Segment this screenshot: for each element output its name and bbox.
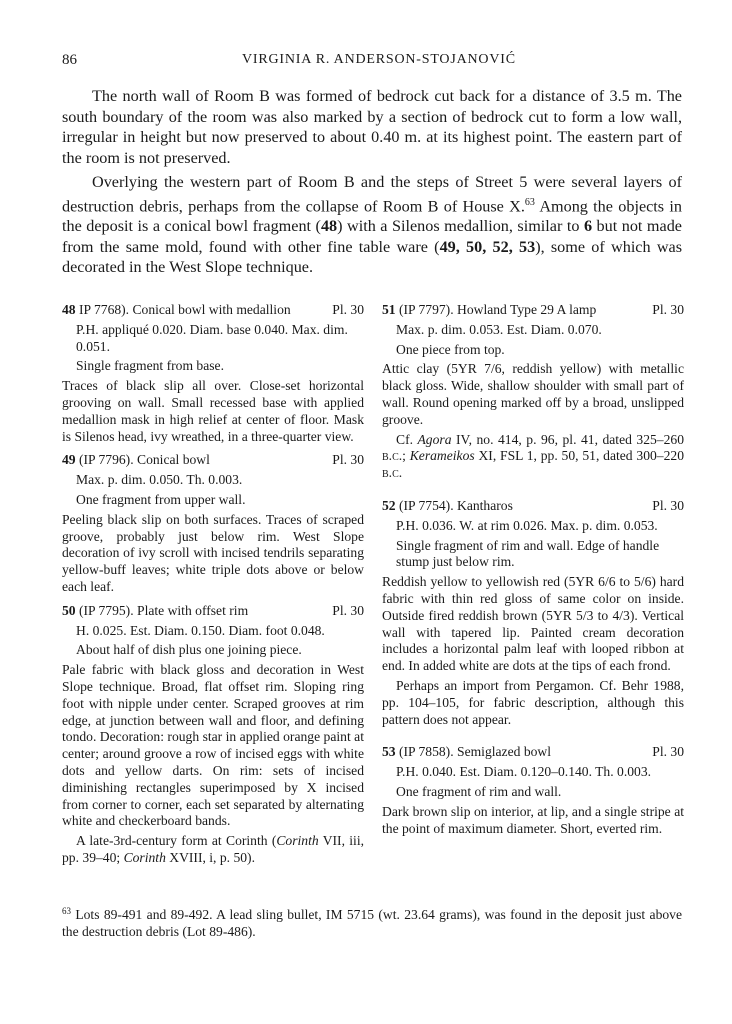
entry-dimensions: Max. p. dim. 0.050. Th. 0.003. xyxy=(76,472,243,488)
catalogue-entry-48 xyxy=(62,302,364,445)
plate-ref: Pl. 30 xyxy=(652,497,684,513)
intro-text xyxy=(62,86,682,278)
entry-dimensions: P.H. appliqué 0.020. Diam. base 0.040. Max. dim. 0.051. xyxy=(76,321,348,354)
entry-description: Pale fabric with black gloss and decoration in West Slope technique. Broad, flat offset rim. Sloping ring foot with nipple under center. Scraped grooves at rim edge, at junction between wall and floor, and defining tondo. Decoration: rough star in applied orange paint at center; around groove a row of incised eggs with white dots and yellow darts. On rim: sets of incised diminishing rectangles superimposed by X incised from corner to corner, each set separated by alternating white and checkerboard bands. xyxy=(62,662,364,829)
intro-paragraph-2: Overlying the western part of Room B and the steps of Street 5 were several layers of destruction debris, perhaps from the collapse of Room B of House X.$^{63}$ Among the objects in the deposit is a conical bowl fragment (48) with a Silenos medallion, similar to 6 but not made from the same mold, found with other fine table ware (49, 50, 52, 53), some of which was decorated in the West Slope technique. xyxy=(62,173,683,277)
entry-description: Reddish yellow to yellowish red (5YR 6/6 to 5/6) hard fabric with thin red gloss of same color on inside. Outside fired reddish brown (5YR 5/3 to 4/3). Vertical wall with tapered lip. Painted cream decoration includes a horizontal palm leaf with looped ribbon at end. In added white are dots at the tips of each frond. xyxy=(382,574,684,674)
entry-dimensions: P.H. 0.036. W. at rim 0.026. Max. p. dim. 0.053. xyxy=(396,517,658,533)
entry-preservation: One piece from top. xyxy=(396,341,505,357)
catalogue-entry-50 xyxy=(62,603,364,867)
footnote-ref: 63 xyxy=(524,196,535,208)
entry-dimensions: P.H. 0.040. Est. Diam. 0.120–0.140. Th. 0.003. xyxy=(396,764,652,780)
entry-preservation: One fragment from upper wall. xyxy=(76,491,246,507)
entry-dimensions: Max. p. dim. 0.053. Est. Diam. 0.070. xyxy=(396,321,602,337)
entry-description: Attic clay (5YR 7/6, reddish yellow) with metallic black gloss. Wide, shallow shoulder with small part of wall. Round opening marked off by a broad, unslipped groove. xyxy=(382,361,684,427)
footnote-mark: 63 xyxy=(62,906,71,916)
entry-heading: 49 (IP 7796). Conical bowl Pl. 30 xyxy=(62,452,364,468)
entry-description: Peeling black slip on both surfaces. Traces of scraped groove, probably just below rim. West Slope decoration of ivy scroll with incised tendrils separating yellow-buff leaves; white triple dots above or below each leaf. xyxy=(62,511,364,594)
entry-heading: 53 (IP 7858). Semiglazed bowl Pl. 30 xyxy=(382,744,684,760)
running-head: VIRGINIA R. ANDERSON-STOJANOVIĆ xyxy=(242,52,516,67)
entry-comparanda: A late-3rd-century form at Corinth (Corinth VII, iii, pp. 39–40; Corinth XVIII, i, p. 50). xyxy=(62,833,364,865)
entry-comparanda: Perhaps an import from Pergamon. Cf. Behr 1988, pp. 104–105, for fabric description, although this pattern does not appear. xyxy=(382,677,684,727)
catalogue-entry-51 xyxy=(382,302,684,482)
entry-comparanda: Cf. Agora IV, no. 414, p. 96, pl. 41, dated 325–260 b.c.; Kerameikos XI, FSL 1, pp. 50, 51, dated 300–220 b.c. xyxy=(382,431,684,481)
footnote-63 xyxy=(62,903,682,940)
intro-paragraph-1: The north wall of Room B was formed of bedrock cut back for a distance of 3.5 m. The south boundary of the room was also marked by a section of bedrock cut to form a low wall, irregular in height but now preserved to about 0.40 m. at its highest point. The eastern part of the room is not preserved. xyxy=(62,87,682,167)
page-header xyxy=(62,52,682,74)
catalogue-entry-52 xyxy=(382,498,684,728)
catalogue-entry-53 xyxy=(382,744,684,837)
entry-preservation: Single fragment from base. xyxy=(76,358,224,374)
footnote-text: Lots 89-491 and 89-492. A lead sling bullet, IM 5715 (wt. 23.64 grams), was found in the deposit just above the destruction debris (Lot 89-486). xyxy=(62,907,682,939)
plate-ref: Pl. 30 xyxy=(332,602,364,618)
entry-heading: 51 (IP 7797). Howland Type 29 A lamp Pl. 30 xyxy=(382,302,684,317)
page-number: 86 xyxy=(62,52,77,68)
catalogue-entry-49 xyxy=(62,452,364,595)
entry-description: Traces of black slip all over. Close-set horizontal grooving on wall. Small recessed base with applied medallion mask in high relief at center of floor. Mask is Silenos head, ivy wreathed, in a three-quarter view. xyxy=(62,378,364,444)
plate-ref: Pl. 30 xyxy=(652,302,684,317)
entry-dimensions: H. 0.025. Est. Diam. 0.150. Diam. foot 0.048. xyxy=(76,622,325,638)
entry-description: Dark brown slip on interior, at lip, and a single stripe at the point of maximum diameter. Short, everted rim. xyxy=(382,803,684,836)
entry-preservation: One fragment of rim and wall. xyxy=(396,783,562,799)
entry-heading: 52 (IP 7754). Kantharos Pl. 30 xyxy=(382,497,684,513)
catalogue-column-left xyxy=(62,302,364,874)
plate-ref: Pl. 30 xyxy=(652,744,684,760)
plate-ref: Pl. 30 xyxy=(332,302,364,317)
plate-ref: Pl. 30 xyxy=(332,452,364,468)
entry-heading: 50 (IP 7795). Plate with offset rim Pl. 30 xyxy=(62,602,364,618)
entry-preservation: Single fragment of rim and wall. Edge of handle stump just below rim. xyxy=(396,537,660,570)
entry-heading: 48 IP 7768). Conical bowl with medallion Pl. 30 xyxy=(62,302,364,317)
entry-preservation: About half of dish plus one joining piece. xyxy=(76,642,302,658)
catalogue-column-right xyxy=(382,302,684,844)
